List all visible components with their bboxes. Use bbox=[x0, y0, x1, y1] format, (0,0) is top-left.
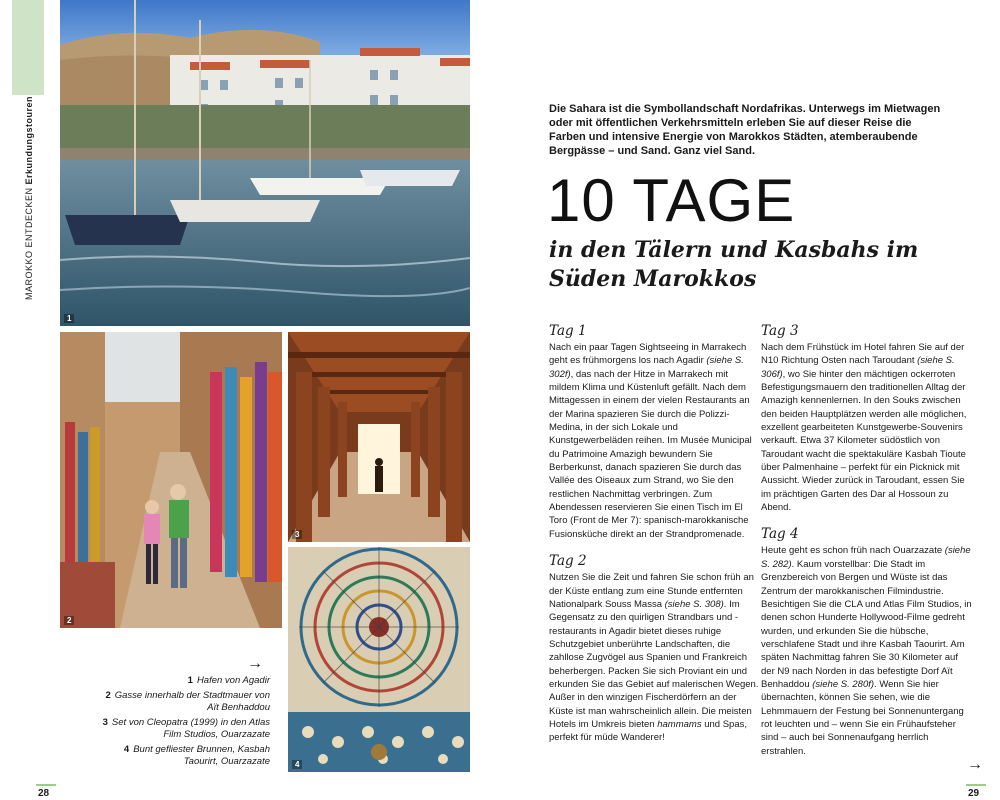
day-heading: Tag 3 bbox=[761, 323, 799, 339]
photo-colonnade bbox=[288, 332, 470, 542]
caption-item: 4 Bunt gefliester Brunnen, Kasbah Taourirt, Ouarzazate bbox=[123, 743, 270, 767]
page-number-rule bbox=[966, 784, 986, 786]
continue-arrow-icon: → bbox=[247, 655, 263, 672]
text-column-right bbox=[761, 323, 973, 770]
page-subtitle: in den Tälern und Kasbahs im Süden Marokkos bbox=[549, 237, 919, 292]
topic-label: Erkundungstouren bbox=[24, 95, 34, 185]
caption-item: 3 Set von Cleopatra (1999) in den Atlas Film Studios, Ouarzazate bbox=[102, 716, 270, 740]
day-text: Nutzen Sie die Zeit und fahren Sie schon früh an der Küste entlang zum eine Stunde entfernten Nationalpark Souss Massa (siehe S. 308). Im Gegensatz zu den quirligen Strandbars und -restaurants in Agadir bietet dieses ruhige Schutzgebiet unberührte Landschaften, die zahllose Zugvögel aus Spanien und Frankreich beherbergen. Packen Sie sich Proviant ein und erkunden Sie das Gebiet auf malerischen Wegen. Außer in den winzigen Fischerdörfern an der Küste ist man wahrscheinlich allein. Die meisten Hotels im Umkreis bieten hammams und Spas, perfekt für müde Wanderer! bbox=[549, 572, 759, 744]
day-text: Heute geht es schon früh nach Ouarzazate (siehe S. 282). Kaum vorstellbar: Die Stadt im Grenzbereich von Bergen und Wüste ist das Zentrum der marokkanischen Filmindustrie. Besichtigen Sie die CLA und Atlas Film Studios, in denen schon Hunderte Hollywood-Filme gedreht wurden, und erkunden Sie die hübsche, verschlafene Stadt und ihre Kasbah Taourirt. Am späten Nachmittag fahren Sie 30 Kilometer auf der N9 nach Norden in das befestigte Dorf Aït Benhaddou (siehe S. 280f). Wenn Sie hier übernachten, können Sie sehen, wie die Lehmmauern der Festung bei Sonnenuntergang rot leuchten und – wenn Sie ein Frühaufsteher sind – auch bei Sonnenaufgang herrlich erstrahlen. bbox=[761, 545, 972, 757]
photo-number: 1 bbox=[64, 314, 74, 323]
day-heading: Tag 2 bbox=[549, 553, 587, 570]
day-section bbox=[549, 553, 761, 744]
page-number-rule bbox=[36, 784, 56, 786]
souk-alley-photo-icon bbox=[60, 332, 282, 628]
colonnade-photo-icon bbox=[288, 332, 470, 542]
continue-arrow-icon: → bbox=[967, 756, 983, 773]
photo-mosaic-fountain bbox=[288, 547, 470, 772]
day-section bbox=[549, 323, 761, 541]
photo-number: 2 bbox=[64, 616, 74, 625]
section-tab-marker bbox=[12, 0, 44, 95]
day-text: Nach dem Frühstück im Hotel fahren Sie auf der N10 Richtung Osten nach Taroudant (siehe S. 306f), wo Sie hinter den mächtigen ockerroten Befestigungsmauern den traditionellen Alltag der Amazigh kennenlernen. In den Souks zwischen den beiden Hauptplätzen werden alle möglichen, exzellent gearbeiteten Kunstgewerbe-Souvenirs verkauft. Etwa 37 Kilometer südöstlich von Taroudant wacht die spektakuläre Kasbah Tioute über Palmenhaine – perfekt für ein Picknick mit Aussicht. Wieder zurück in Taroudant, essen Sie im prächtigen Garten des Dar al Hossoun zu Abend. bbox=[761, 342, 967, 514]
section-label: MAROKKO ENTDECKEN bbox=[24, 187, 34, 300]
photo-harbor bbox=[60, 0, 470, 326]
harbor-photo-icon bbox=[60, 0, 470, 326]
day-section bbox=[761, 323, 973, 514]
page-number-right: 29 bbox=[968, 788, 980, 799]
text-column-left bbox=[549, 323, 761, 757]
caption-item: 2 Gasse innerhalb der Stadtmauer von Aït Benhaddou bbox=[105, 689, 270, 713]
intro-paragraph: Die Sahara ist die Symbollandschaft Nordafrikas. Unterwegs im Mietwagen oder mit öffentlichen Verkehrsmitteln erleben Sie auf dieser Reise die Farben und intensive Energie von Marokkos Städten, atemberaubende Bergpässe – und Sand. Ganz viel Sand. bbox=[549, 103, 941, 157]
day-heading: Tag 4 bbox=[761, 526, 799, 543]
photo-captions bbox=[100, 675, 270, 771]
mosaic-fountain-photo-icon bbox=[288, 547, 470, 772]
day-heading: Tag 1 bbox=[549, 323, 587, 339]
photo-number: 3 bbox=[292, 530, 302, 539]
photo-number: 4 bbox=[292, 760, 302, 769]
page-title: 10 TAGE bbox=[547, 167, 796, 234]
running-header bbox=[24, 96, 34, 300]
photo-souk-alley bbox=[60, 332, 282, 628]
page-number-left: 28 bbox=[38, 788, 50, 799]
caption-item: 1 Hafen von Agadir bbox=[187, 675, 270, 686]
day-text: Nach ein paar Tagen Sightseeing in Marrakech geht es frühmorgens los nach Agadir (siehe S. 302f), das nach der Hitze in Marrakech mit mildem Klima und Küstenluft gefällt. Nach dem Mittagessen in einem der vielen Restaurants an der Marina spazieren Sie durch die Polizzi-Medina, in der sich Lokale und Kunstgewerbeläden reihen. Im Musée Municipal du Patrimoine Amazigh bewundern Sie Berberkunst, danach spazieren Sie durch das Vallée des Oiseaux zum Strand, wo Sie den restlichen Nachmittag verbringen. Zum Abendessen reservieren Sie einen Tisch im El Toro (Front de Mer 7): spanisch-marokkanische Fusionsküche direkt an der Strandpromenade. bbox=[549, 342, 752, 540]
day-section bbox=[761, 526, 973, 758]
